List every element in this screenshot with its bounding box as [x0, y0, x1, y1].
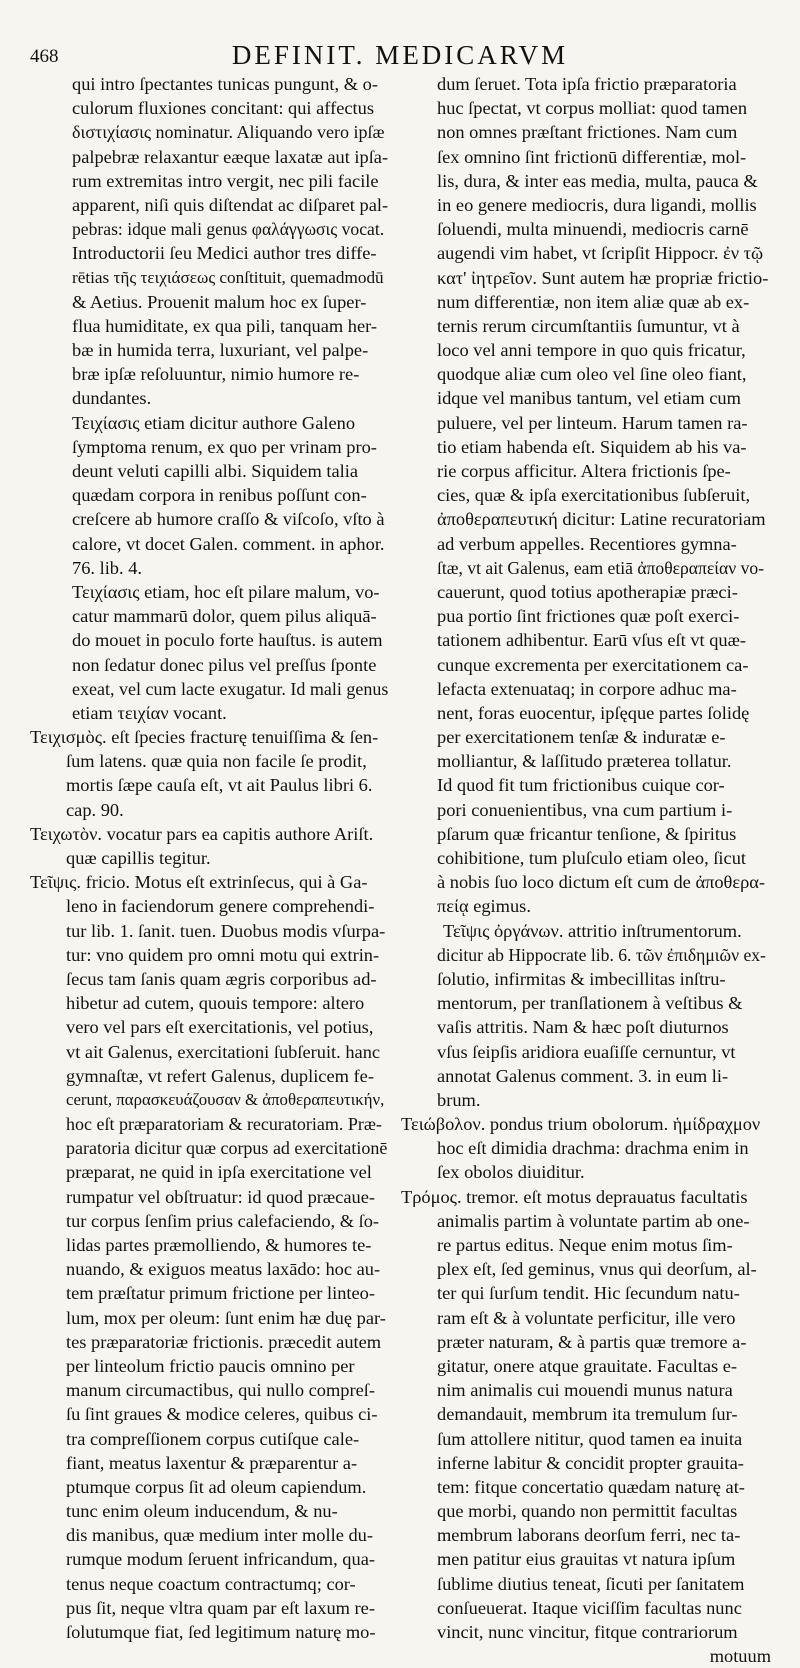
text-line: quodque aliæ cum oleo vel ſine oleo fiant,: [437, 364, 747, 385]
text-line: bræ ipſæ reſoluuntur, nimio humore re-: [72, 364, 360, 385]
text-line: in eo genere mediocris, dura ligandi, mollis: [437, 194, 757, 215]
text-line: ἀποθεραπευτική dicitur: Latine recuratoriam: [437, 509, 766, 530]
text-line: vſus ſeipſis aridiora euaſiſſe cernuntur, vt: [437, 1041, 736, 1062]
text-line: ſtæ, vt ait Galenus, eam etiā ἀποθεραπείαν vo-: [437, 557, 765, 578]
running-head: DEFINIT. MEDICARVM: [231, 40, 569, 70]
text-line: membrum laborans deorſum ferri, nec ta-: [437, 1525, 741, 1546]
text-line: animalis partim à voluntate partim ab one-: [437, 1210, 750, 1231]
text-line: re partus editus. Neque enim motus ſim-: [437, 1235, 733, 1255]
text-line: ptumque corpus ſit ad oleum capiendum.: [66, 1476, 367, 1497]
text-line: puluere, vel per linteum. Harum tamen ra-: [437, 412, 748, 433]
text-line: rētias τῆς τειχιάσεως conſtituit, quemadmodū: [72, 267, 384, 287]
text-line: loco vel anni tempore in quo quis fricatur,: [437, 340, 746, 361]
text-line: ternis rerum circumſtantiis ſumuntur, vt à: [437, 315, 740, 336]
text-line: Id quod fit tum frictionibus cuique cor-: [437, 775, 725, 796]
text-line: tes præparatoriæ frictionis. præcedit autem: [66, 1331, 382, 1352]
text-line: manum circumactibus, qui nullo compreſ-: [66, 1380, 375, 1401]
text-line: que morbi, quando non permittit facultas: [437, 1501, 738, 1522]
text-line: nuando, & exiguos meatus laxādo: hoc au-: [66, 1259, 381, 1280]
text-line: cap. 90.: [66, 799, 124, 820]
text-line: pebras: idque mali genus φαλάγγωσις vocat.: [72, 219, 385, 240]
text-line: ſum latens. quæ quia non facile ſe prodit,: [66, 751, 367, 772]
text-line: apparent, niſi quis diſtendat ac diſparet pal-: [72, 194, 389, 215]
text-line: men patitur eius grauitas vt natura ipſum: [437, 1549, 736, 1570]
text-line: dundantes.: [72, 388, 152, 409]
text-line: cohibitione, tum pluſculo etiam oleo, ſicut: [437, 848, 747, 868]
text-line: rumque modum ſeruent infricandum, qua-: [66, 1549, 375, 1570]
text-line: leno in faciendorum genere comprehendi-: [66, 896, 375, 917]
text-line: brum.: [437, 1089, 481, 1110]
text-line: ſu ſint graues & modice celeres, quibus ci-: [66, 1404, 378, 1425]
text-line: catur mammarū dolor, quem pilus aliquā-: [72, 606, 377, 627]
text-line: paratoria dicitur quæ corpus ad exercitationē: [66, 1138, 388, 1159]
text-line: tur: vno quidem pro omni motu qui extrin-: [66, 944, 380, 965]
text-line: rumpatur vel obſtruatur: id quod præcaue-: [66, 1186, 375, 1207]
text-line: qui intro ſpectantes tunicas pungunt, & o-: [72, 74, 378, 94]
text-line: cerunt, παρασκευάζουσαν & ἀποθεραπευτικήν,: [66, 1089, 385, 1109]
text-line: vero vel pars eſt exercitationis, vel potius,: [66, 1017, 374, 1038]
text-line: creſcere ab humore craſſo & viſcoſo, vſto à: [72, 509, 385, 530]
text-line: ter qui ſurſum tendit. Hic ſecundum natu-: [437, 1283, 740, 1304]
text-line: tem præſtatur primum frictione per linteo-: [66, 1283, 375, 1304]
text-line: tem: fitque concertatio quædam naturę at-: [437, 1476, 745, 1497]
text-line: per exercitationem tenſæ & induratæ e-: [437, 727, 726, 748]
text-line: ſoluendi, multa minuendi, mediocris carnē: [437, 219, 749, 240]
text-line: lidas partes præmolliendo, & humores te-: [66, 1235, 372, 1255]
text-line: 76. lib. 4.: [72, 557, 142, 578]
text-line: διστιχίασις nominatur. Aliquando vero ipſæ: [72, 122, 385, 143]
text-line: Τειχισμὸς. eſt ſpecies fracturę tenuiſſima & ſen-: [30, 727, 379, 748]
text-line: κατ' ἰητρεῖον. Sunt autem hæ propriæ frictio-: [437, 267, 769, 288]
text-line: ſublime diutius teneat, ſicuti per ſanitatem: [437, 1573, 745, 1594]
text-line: hoc eſt præparatoriam & recuratoriam. Præ-: [66, 1114, 382, 1135]
text-line: bæ in humida terra, luxuriant, vel palpe-: [72, 340, 369, 361]
text-line: Introductorii ſeu Medici author tres diffe-: [72, 243, 377, 264]
text-line: Τειχίασις etiam, hoc eſt pilare malum, vo-: [72, 581, 380, 602]
text-line: palpebræ relaxantur eæque laxatæ aut ipſa-: [72, 146, 389, 167]
text-line: conſueuerat. Itaque viciſſim facultas nunc: [437, 1597, 742, 1618]
text-line: tenus neque coactum contractumq; cor-: [66, 1573, 356, 1594]
left-column: [30, 72, 388, 1644]
text-line: nim animalis cui mouendi munus natura: [437, 1380, 733, 1401]
text-line: Τειχωτὸν. vocatur pars ea capitis authore Ariſt.: [30, 823, 374, 844]
text-line: dum ſeruet. Tota ipſa frictio præparatoria: [437, 74, 737, 94]
text-line: dis manibus, quæ medium inter molle du-: [66, 1525, 373, 1546]
text-line: motuum: [709, 1646, 771, 1667]
text-line: ſymptoma renum, ex quo per vrinam pro-: [72, 436, 377, 457]
text-line: Τεῖψις ὀργάνων. attritio inſtrumentorum.: [443, 920, 742, 941]
text-line: molliantur, & laſſitudo præterea tollatur.: [437, 751, 732, 772]
text-line: exeat, vel cum lacte exugatur. Id mali genus: [72, 678, 389, 699]
text-line: gymnaſtæ, vt refert Galenus, duplicem fe-: [66, 1065, 374, 1086]
text-line: pus ſit, neque vltra quam par eſt laxum re-: [66, 1597, 375, 1618]
text-line: calore, vt docet Galen. comment. in aphor.: [72, 533, 385, 554]
text-line: tur corpus ſenſim prius calefaciendo, & ſo-: [66, 1210, 380, 1231]
text-line: rie corpus afficitur. Altera frictionis ſpe-: [437, 461, 731, 481]
text-line: mortis ſæpe cauſa eſt, vt ait Paulus libri 6.: [66, 775, 373, 796]
text-line: non ſedatur donec pilus vel preſſus ſponte: [72, 654, 377, 675]
text-line: præparat, ne quid in ipſa exercitatione vel: [66, 1162, 372, 1183]
text-line: vincit, nunc vincitur, fitque contrariorum: [437, 1622, 738, 1642]
text-line: lis, dura, & inter eas media, multa, pauca &: [437, 170, 758, 191]
text-line: tur lib. 1. ſanit. tuen. Duobus modis vſurpa-: [66, 920, 386, 941]
text-line: do mouet in poculo forte hauſtus. is autem: [72, 630, 383, 651]
text-line: cunque excrementa per exercitationem ca-: [437, 654, 749, 675]
text-line: tra compreſſionem corpus cutiſque cale-: [66, 1428, 360, 1449]
text-line: ad verbum appelles. Recentiores gymna-: [437, 533, 737, 554]
text-line: rum extremitas intro vergit, nec pili facile: [72, 170, 379, 191]
text-line: culorum fluxiones concitant: qui affectus: [72, 98, 374, 119]
text-line: πείᾳ egimus.: [437, 896, 531, 917]
text-line: pua portio ſint frictiones quæ poſt exerci-: [437, 606, 740, 627]
text-line: flua humiditate, ex qua pili, tanquam her-: [72, 315, 378, 336]
text-line: hoc eſt dimidia drachma: drachma enim in: [437, 1138, 749, 1159]
text-line: demandauit, membrum ita tremulum ſur-: [437, 1404, 738, 1425]
text-line: ſex obolos diuiditur.: [437, 1162, 585, 1183]
right-column: [401, 72, 771, 1668]
text-line: augendi vim habet, vt ſcripſit Hippocr. ἐν τῷ: [437, 243, 764, 264]
text-line: deunt veluti capilli albi. Siquidem talia: [72, 461, 359, 481]
text-line: ſecus tam ſanis quam ægris corporibus ad-: [66, 968, 377, 989]
page-number: 468: [30, 46, 59, 67]
text-line: per linteolum frictio paucis omnino per: [66, 1355, 355, 1376]
text-line: hibetur ad cutem, quouis tempore: altero: [66, 993, 365, 1014]
text-line: inferne labitur & concidit propter grauita-: [437, 1452, 744, 1473]
text-line: ſum attollere nititur, quod tamen ea inuita: [437, 1428, 743, 1449]
text-line: tunc enim oleum inducendum, & nu-: [66, 1501, 338, 1522]
text-line: quæ capillis tegitur.: [66, 848, 211, 868]
text-line: Τρόμος. tremor. eſt motus deprauatus facultatis: [401, 1186, 748, 1207]
text-line: præter naturam, & à partis quæ tremore a-: [437, 1331, 747, 1352]
text-line: pſarum quæ fricantur tenſione, & ſpiritus: [437, 823, 737, 844]
text-line: ſex omnino ſint frictionū differentiæ, mol-: [437, 146, 747, 167]
text-line: tio etiam habenda eſt. Siquidem ab his va-: [437, 436, 747, 457]
text-line: Τειχίασις etiam dicitur authore Galeno: [72, 412, 356, 433]
text-line: ſolutumque fiat, ſed legitimum naturę mo-: [66, 1622, 376, 1642]
text-line: non omnes præſtant frictiones. Nam cum: [437, 122, 738, 143]
text-line: & Aetius. Prouenit malum hoc ex ſuper-: [72, 291, 367, 312]
text-line: huc ſpectat, vt corpus molliat: quod tamen: [437, 98, 748, 119]
text-line: Τειώβολον. pondus trium obolorum. ἡμίδραχμον: [401, 1114, 761, 1135]
text-line: lefacta extenuataq; in corpore adhuc ma-: [437, 678, 737, 699]
text-line: etiam τειχίαν vocant.: [72, 702, 227, 723]
text-line: plex eſt, ſed geminus, vnus qui deorſum, al-: [437, 1259, 757, 1280]
text-line: num differentiæ, non item aliæ quæ ab ex-: [437, 291, 750, 312]
text-line: quædam corpora in renibus poſſunt con-: [72, 485, 367, 506]
text-line: pori conuenientibus, vna cum partium i-: [437, 799, 733, 820]
text-line: ram eſt & à voluntate perficitur, ille vero: [437, 1307, 736, 1328]
text-line: Τεῖψις. fricio. Motus eſt extrinſecus, qui à Ga-: [30, 872, 368, 893]
text-line: gitatur, onere atque grauitate. Facultas e-: [437, 1355, 738, 1376]
text-line: annotat Galenus comment. 3. in eum li-: [437, 1065, 729, 1086]
text-line: à nobis ſuo loco dictum eſt cum de ἀποθερα-: [437, 872, 766, 893]
text-line: tationem adhibentur. Earū vſus eſt vt quæ-: [437, 630, 747, 651]
text-line: fiant, meatus laxentur & præparentur a-: [66, 1452, 358, 1473]
text-line: vt ait Galenus, exercitationi ſubſeruit. hanc: [66, 1041, 381, 1062]
text-line: dicitur ab Hippocrate lib. 6. τῶν ἐπιδημιῶν ex-: [437, 944, 766, 965]
page-header: [30, 40, 770, 74]
text-line: nent, foras euocentur, ipſęque partes ſolidę: [437, 702, 750, 723]
text-line: vaſis attritis. Nam & hæc poſt diuturnos: [437, 1017, 729, 1038]
text-line: ſolutio, infirmitas & imbecillitas inſtru-: [437, 968, 726, 989]
text-line: mentorum, per tranſlationem à veſtibus &: [437, 993, 743, 1014]
text-line: cies, quæ & ipſa exercitationibus ſubſeruit,: [437, 485, 751, 506]
text-line: cauerunt, quod totius apotherapiæ præci-: [437, 581, 738, 602]
text-line: idque vel manibus tantum, vel etiam cum: [437, 388, 741, 409]
text-line: lum, mox per oleum: ſunt enim hæ duę par-: [66, 1307, 386, 1328]
